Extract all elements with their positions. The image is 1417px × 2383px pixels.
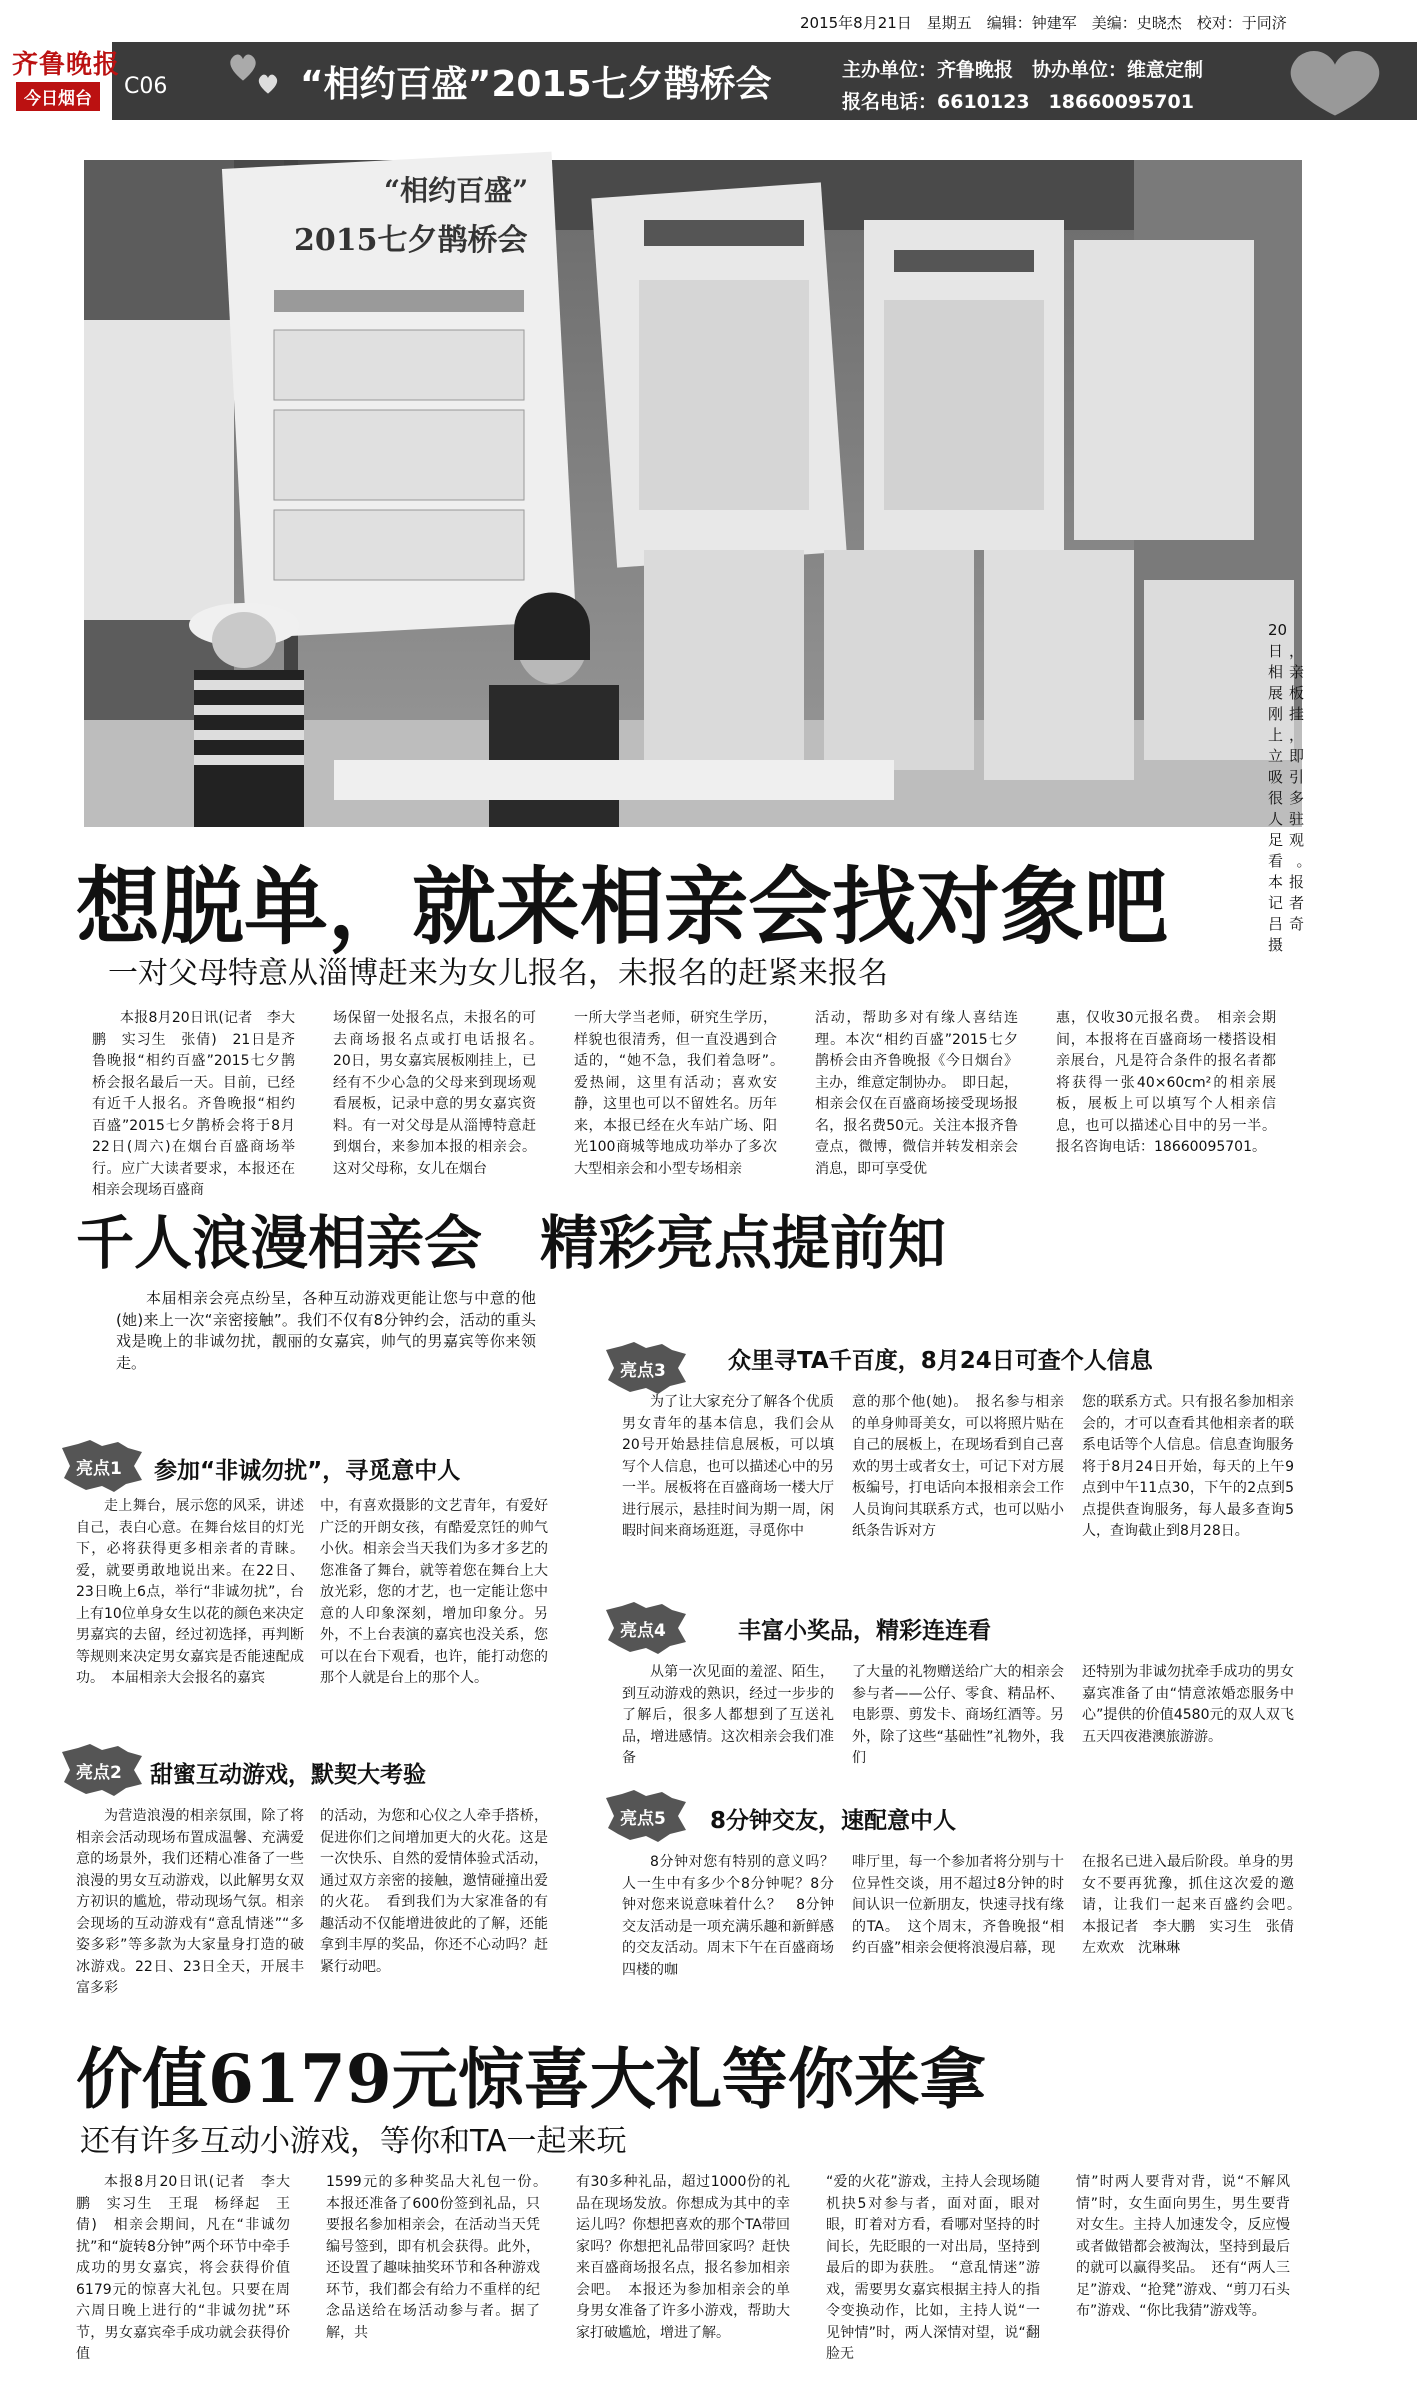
photo [84, 160, 1302, 827]
point1-badge-label: 亮点1 [76, 1459, 122, 1479]
organizers-block [842, 54, 1203, 118]
point5-col-2: 啡厅里，每一个参加者将分别与十位异性交谈，用不超过8分钟的时间认识一位新朋友，快速寻找有缘的TA。 这个周末，齐鲁晚报“相约百盛”相亲会便将浪漫启幕，现 [852, 1854, 1064, 1956]
point3-badge-label: 亮点3 [620, 1361, 666, 1381]
story3-col-4: “爱的火花”游戏，主持人会现场随机抉5对参与者，面对面，眼对眼，盯着对方看，看哪对坚持的时间长，先眨眼的一对出局，坚持到最后的即为获胜。 “意乱情迷”游戏，需要男女嘉宾根据主持人的指令变换动作，比如，主持人说“一见钟情”时，两人深情对望，说“翻脸无 [826, 2174, 1040, 2362]
photo-caption: 20日，相亲展板刚挂上，立即吸引很多人驻足观看。 本报记者 吕奇 摄 [1268, 621, 1320, 954]
story3-col-5: 情”时两人要背对背，说“不解风情”时，女生面向男生，男生要背对女生。主持人加速发令，反应慢或者做错都会被淘汰，坚持到最后的就可以赢得奖品。 还有“两人三足”游戏、“抢凳”游戏、“剪刀石头布”游戏、“你比我猜”游戏等。 [1076, 2174, 1290, 2319]
story3-headline: 价值6179元惊喜大礼等你来拿 [76, 2040, 986, 2118]
point5-badge [606, 1790, 686, 1842]
point2-col-1: 为营造浪漫的相亲氛围，除了将相亲会活动现场布置成温馨、充满爱意的场景外，我们还精心准备了一些浪漫的男女互动游戏，以此解男女双方初识的尴尬，带动现场气氛。相亲会现场的互动游戏有“意乱情迷”“多姿多彩”等多款为大家量身打造的破冰游戏。22日、23日全天，开展丰富多彩 [76, 1808, 304, 1996]
point3-badge [606, 1342, 686, 1394]
point5-title: 8分钟交友，速配意中人 [710, 1808, 957, 1834]
point4-col-1: 从第一次见面的羞涩、陌生，到互动游戏的熟识，经过一步步的了解后，很多人都想到了互送礼品，增进感情。这次相亲会我们准备 [622, 1664, 834, 1766]
organizers: 主办单位：齐鲁晚报 协办单位：维意定制 [842, 59, 1204, 81]
poster-title: 2015七夕鹊桥会 [294, 223, 528, 258]
story1-col-1: 本报8月20日讯(记者 李大鹏 实习生 张倩) 21日是齐鲁晚报“相约百盛”2015七夕鹊桥会报名最后一天。目前，已经有近千人报名。齐鲁晚报“相约百盛”2015七夕鹊桥会将于8月22日(周六)在烟台百盛商场举行。应广大读者要求，本报还在相亲会现场百盛商 [92, 1010, 295, 1198]
point4-col-2: 了大量的礼物赠送给广大的相亲会参与者——公仔、零食、精品杯、电影票、剪发卡、商场红酒等。另外，除了这些“基础性”礼物外，我们 [852, 1664, 1064, 1766]
point5-badge-label: 亮点5 [620, 1809, 666, 1829]
photo-illustration [84, 160, 1302, 827]
page-number: C06 [124, 74, 168, 99]
point1-title: 参加“非诚勿扰”，寻觅意中人 [154, 1458, 461, 1484]
story1-col-5: 惠，仅收30元报名费。 相亲会期间，本报将在百盛商场一楼搭设相亲展台，凡是符合条件的报名者都将获得一张40×60cm²的相亲展板，展板上可以填写个人相亲信息，也可以描述心目中的另一半。报名咨询电话：18660095701。 [1056, 1010, 1276, 1155]
story3-col-1: 本报8月20日讯(记者 李大鹏 实习生 王琨 杨绎起 王倩) 相亲会期间，凡在“非诚勿扰”和“旋转8分钟”两个环节中牵手成功的男女嘉宾，将会获得价值6179元的惊喜大礼包。只要在周六周日晚上进行的“非诚勿扰”环节，男女嘉宾牵手成功就会获得价值 [76, 2174, 290, 2362]
dateline: 2015年8月21日 星期五 编辑：钟建军 美编：史晓杰 校对：于同济 [800, 14, 1287, 32]
story3-subhead: 还有许多互动小游戏，等你和TA一起来玩 [80, 2124, 627, 2159]
point2-title: 甜蜜互动游戏，默契大考验 [150, 1762, 426, 1788]
story1-col-2: 场保留一处报名点，未报名的可去商场报名点或打电话报名。 20日，男女嘉宾展板刚挂上，已经有不少心急的父母来到现场观看展板，记录中意的男女嘉宾资料。有一对父母是从淄博特意赶到烟台，来参加本报的相亲会。这对父母称，女儿在烟台 [333, 1010, 550, 1177]
story3-col-3: 有30多种礼品，超过1000份的礼品在现场发放。你想成为其中的幸运儿吗？你想把喜欢的那个TA带回家吗？你想把礼品带回家吗？赶快来百盛商场报名点，报名参加相亲会吧。 本报还为参加相亲会的单身男女准备了许多小游戏，帮助大家打破尴尬，增进了解。 [576, 2174, 790, 2341]
banner-title: “相约百盛”2015七夕鹊桥会 [300, 64, 772, 105]
point5-col-1: 8分钟对您有特别的意义吗？人一生中有多少个8分钟呢？8分钟对您来说意味着什么？ 8分钟交友活动是一项充满乐趣和新鲜感的交友活动。周末下午在百盛商场四楼的咖 [622, 1854, 834, 1978]
point3-col-1: 为了让大家充分了解各个优质男女青年的基本信息，我们会从20号开始悬挂信息展板，可以填写个人信息，也可以描述心中的另一半。展板将在百盛商场一楼大厅进行展示，悬挂时间为期一周，闲暇时间来商场逛逛，寻觅你中 [622, 1394, 834, 1539]
point2-badge-label: 亮点2 [76, 1763, 122, 1783]
point4-col-3: 还特别为非诚勿扰牵手成功的男女嘉宾准备了由“情意浓婚恋服务中心”提供的价值4580元的双人双飞五天四夜港澳旅游游。 [1082, 1664, 1294, 1745]
story1-col-4: 活动，帮助多对有缘人喜结连理。本次“相约百盛”2015七夕鹊桥会由齐鲁晚报《今日烟台》主办，维意定制协办。 即日起，相亲会仅在百盛商场接受现场报名，报名费50元。关注本报齐鲁壹点，微博，微信并转发相亲会消息，即可享受优 [815, 1010, 1018, 1177]
point3-col-3: 您的联系方式。只有报名参加相亲会的，才可以查看其他相亲者的联系电话等个人信息。信息查询服务将于8月24日开始，每天的上午9点到中午11点30，下午的2点到5点提供查询服务，每人最多查询5人，查询截止到8月28日。 [1082, 1394, 1294, 1539]
heart-icon [255, 70, 281, 96]
point1-col-1: 走上舞台，展示您的风采，讲述自己，表白心意。在舞台炫目的灯光下，必将获得更多相亲者的青睐。爱，就要勇敢地说出来。在22日、23日晚上6点，举行“非诚勿扰”，台上有10位单身女生以花的颜色来决定男嘉宾的去留，经过初选择，再判断等规则来决定男女嘉宾是否能速配成功。 本届相亲大会报名的嘉宾 [76, 1498, 304, 1686]
heart-icon [1270, 44, 1400, 118]
point4-badge-label: 亮点4 [620, 1621, 666, 1641]
point3-title: 众里寻TA千百度，8月24日可查个人信息 [728, 1348, 1153, 1374]
point4-badge [606, 1602, 686, 1654]
story1-headline: 想脱单，就来相亲会找对象吧 [76, 857, 1169, 956]
signup-phone: 报名电话：6610123 18660095701 [842, 91, 1194, 113]
point5-col-3: 在报名已进入最后阶段。单身的男女不要再犹豫，抓住这次爱的邀请，让我们一起来百盛约会吧。 本报记者 李大鹏 实习生 张倩 左欢欢 沈琳琳 [1082, 1854, 1308, 1956]
point3-col-2: 意的那个他(她)。 报名参与相亲的单身帅哥美女，可以将照片贴在自己的展板上，在现场看到自己喜欢的男士或者女士，可记下对方展板编号，打电话向本报相亲会工作人员询问其联系方式，也可以贴小纸条告诉对方 [852, 1394, 1064, 1539]
story3-col-2: 1599元的多种奖品大礼包一份。 本报还准备了600份签到礼品，只要报名参加相亲会，在活动当天凭编号签到，即有机会获得。此外，还设置了趣味抽奖环节和各种游戏环节，我们都会有给力不重样的纪念品送给在场活动参与者。据了解，共 [326, 2174, 554, 2341]
story2-headline: 千人浪漫相亲会 精彩亮点提前知 [76, 1209, 947, 1277]
section-name: 今日烟台 [16, 82, 100, 111]
story1-col-3: 一所大学当老师，研究生学历，样貌也很清秀，但一直没遇到合适的，“她不急，我们着急呀”。 爱热闹，这里有活动；喜欢安静，这里也可以不留姓名。历年来，本报已经在火车站广场、阳光100商城等地成功举办了多次大型相亲会和小型专场相亲 [574, 1010, 791, 1177]
point1-badge [62, 1440, 142, 1492]
story2-intro: 本届相亲会亮点纷呈，各种互动游戏更能让您与中意的他(她)来上一次“亲密接触”。我们不仅有8分钟约会，活动的重头戏是晚上的非诚勿扰，靓丽的女嘉宾，帅气的男嘉宾等你来领走。 [116, 1289, 536, 1372]
poster-header: “相约百盛” [384, 174, 529, 207]
point2-col-2: 的活动，为您和心仪之人牵手搭桥，促进你们之间增加更大的火花。这是一次快乐、自然的爱情体验式活动，通过双方亲密的接触，邀情碰撞出爱的火花。 看到我们为大家准备的有趣活动不仅能增进彼此的了解，还能拿到丰厚的奖品，你还不心动吗？赶紧行动吧。 [320, 1808, 548, 1975]
point2-badge [62, 1744, 142, 1796]
point4-title: 丰富小奖品，精彩连连看 [738, 1618, 991, 1644]
point1-col-2: 中，有喜欢摄影的文艺青年，有爱好广泛的开朗女孩，有酷爱烹饪的帅气小伙。相亲会当天我们为多才多艺的您准备了舞台，就等着您在舞台上大放光彩，您的才艺，也一定能让您中意的人印象深刻，增加印象分。另外，不上台表演的嘉宾也没关系，您可以在台下观看，也许，能打动您的那个人就是台上的那个人。 [320, 1498, 548, 1686]
newspaper-logo: 齐鲁晚报 [12, 50, 121, 80]
poster-board [222, 152, 576, 639]
story1-subhead: 一对父母特意从淄博赶来为女儿报名，未报名的赶紧来报名 [108, 956, 888, 991]
